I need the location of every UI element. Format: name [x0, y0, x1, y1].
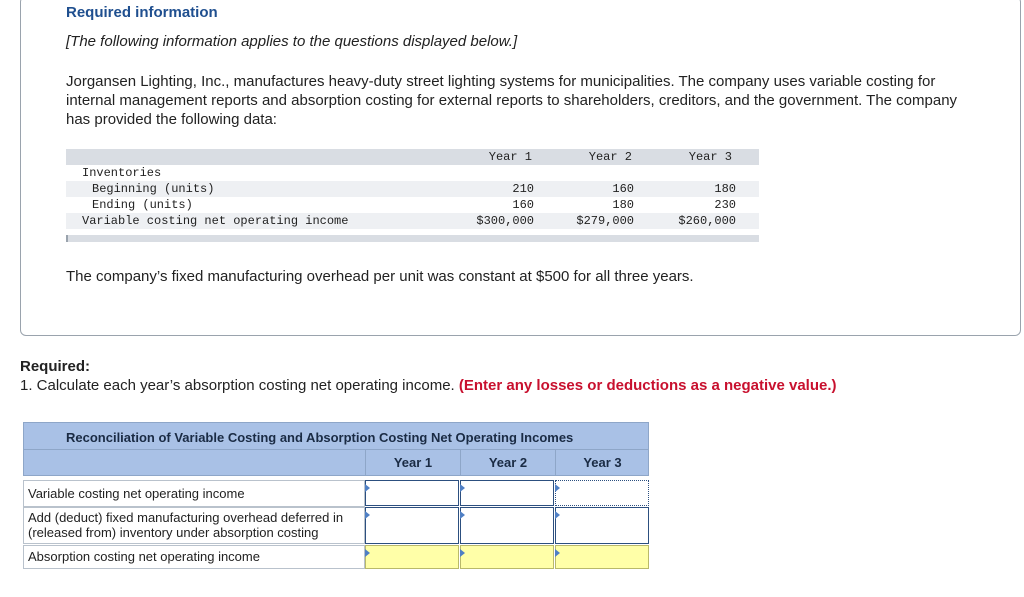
- required-information-subtitle: [The following information applies to the questions displayed below.]: [66, 33, 518, 50]
- data-row-label-beginning: Beginning (units): [92, 182, 215, 196]
- data-cell: $260,000: [678, 214, 736, 228]
- required-question-text: 1. Calculate each year’s absorption costing net operating income.: [20, 377, 455, 394]
- vc-noi-year3-input[interactable]: [555, 480, 649, 506]
- ac-noi-year3-input[interactable]: [555, 545, 649, 569]
- fmoh-adjustment-year1-input[interactable]: [365, 507, 459, 544]
- data-row-label-vc-noi: Variable costing net operating income: [82, 214, 349, 228]
- data-row-label-inventories: Inventories: [82, 166, 162, 180]
- data-col-header-year2: Year 2: [588, 150, 632, 164]
- intro-paragraph: Jorgansen Lighting, Inc., manufactures heavy-duty street lighting systems for municipalities. The company uses variable costing for internal management reports and absorption costing for external reports to shareholders, creditors, and the government. The company has provided the following data:: [66, 73, 958, 128]
- col-header-year1: Year 1: [365, 450, 460, 475]
- col-header-year2: Year 2: [460, 450, 555, 475]
- data-cell: 180: [714, 182, 736, 196]
- fmoh-adjustment-year1-field[interactable]: [366, 508, 458, 543]
- data-col-header-year3: Year 3: [688, 150, 732, 164]
- data-row-label-ending: Ending (units): [92, 198, 193, 212]
- data-table-header-band: [66, 149, 759, 165]
- vc-noi-year1-input[interactable]: [365, 480, 459, 506]
- reconciliation-table: [23, 422, 649, 570]
- ac-noi-year1-input[interactable]: [365, 545, 459, 569]
- data-cell: 210: [512, 182, 534, 196]
- required-note: (Enter any losses or deductions as a negative value.): [458, 377, 837, 394]
- reconciliation-title: Reconciliation of Variable Costing and Absorption Costing Net Operating Incomes: [66, 430, 574, 445]
- data-cell: 230: [714, 198, 736, 212]
- data-col-header-year1: Year 1: [488, 150, 532, 164]
- data-cell: 180: [612, 198, 634, 212]
- required-information-title: Required information: [66, 4, 218, 21]
- reconciliation-header-row: [23, 450, 649, 476]
- fmoh-adjustment-year3-input[interactable]: [555, 507, 649, 544]
- required-title: Required:: [20, 358, 91, 375]
- ac-noi-year2-input[interactable]: [460, 545, 554, 569]
- reconciliation-title-row: [23, 422, 649, 450]
- data-cell: $300,000: [476, 214, 534, 228]
- vc-noi-year2-input[interactable]: [460, 480, 554, 506]
- vc-noi-year2-field[interactable]: [461, 481, 553, 505]
- data-cell: 160: [512, 198, 534, 212]
- row-label-fmoh-adjustment: Add (deduct) fixed manufacturing overhead deferred in (released from) inventory under absorption costing: [23, 507, 365, 544]
- data-cell: 160: [612, 182, 634, 196]
- vc-noi-year3-field[interactable]: [556, 481, 648, 505]
- data-cell: $279,000: [576, 214, 634, 228]
- required-question: [20, 377, 837, 394]
- vc-noi-year1-field[interactable]: [366, 481, 458, 505]
- fixed-overhead-note: The company’s fixed manufacturing overhead per unit was constant at $500 for all three years.: [66, 268, 694, 285]
- col-header-year3: Year 3: [555, 450, 649, 475]
- data-table-footer-band: [66, 235, 759, 242]
- ac-noi-year1-field[interactable]: [366, 546, 458, 568]
- ac-noi-year3-field[interactable]: [556, 546, 648, 568]
- fmoh-adjustment-year2-field[interactable]: [461, 508, 553, 543]
- fmoh-adjustment-year2-input[interactable]: [460, 507, 554, 544]
- fmoh-adjustment-year3-field[interactable]: [556, 508, 648, 543]
- row-label-ac-noi: Absorption costing net operating income: [23, 545, 365, 569]
- row-label-vc-noi: Variable costing net operating income: [23, 480, 365, 507]
- info-panel: [20, 0, 1021, 336]
- ac-noi-year2-field[interactable]: [461, 546, 553, 568]
